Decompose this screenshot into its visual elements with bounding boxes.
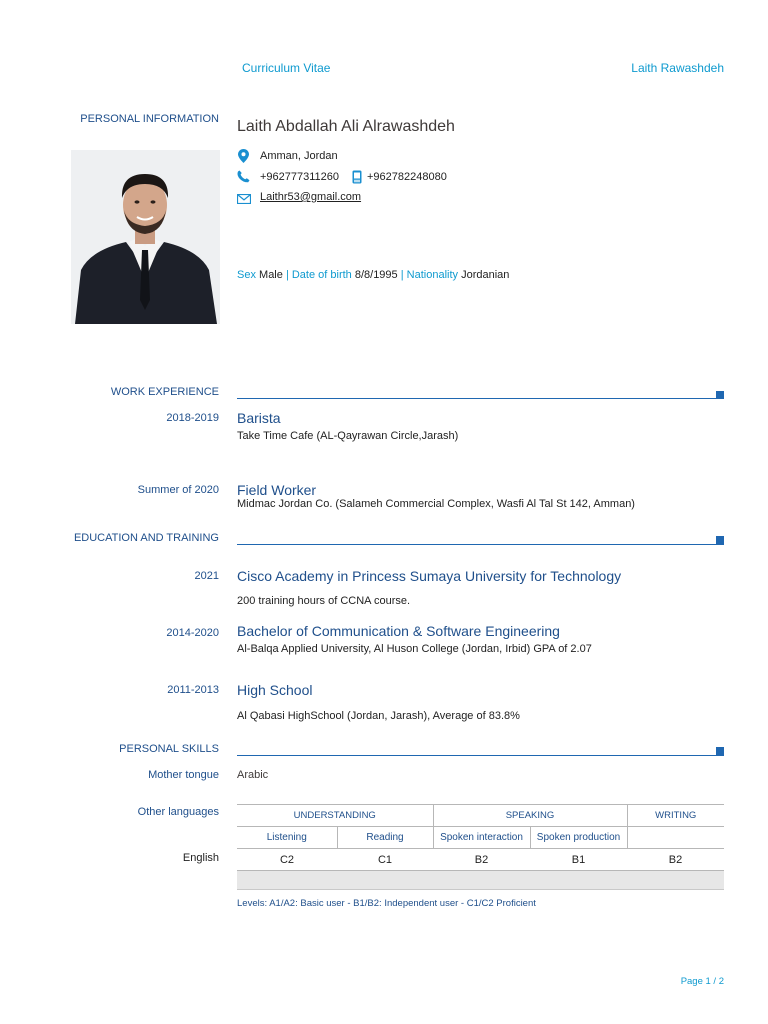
table-row [237, 849, 724, 871]
dob-value: 8/8/1995 [354, 269, 398, 281]
work-period: 2018-2019 [166, 412, 219, 424]
separator: | [400, 269, 404, 281]
address: Amman, Jordan [260, 150, 338, 162]
sex-label: Sex [237, 269, 256, 281]
work-experience-label: WORK EXPERIENCE [110, 386, 219, 398]
education-title: Cisco Academy in Princess Sumaya University for Technology [237, 568, 622, 584]
table-certificate-row [237, 871, 724, 890]
job-employer: Midmac Jordan Co. (Salameh Commercial Complex, Wasfi Al Tal St 142, Amman) [237, 498, 635, 510]
nationality-value: Jordanian [461, 269, 510, 281]
section-marker [716, 391, 724, 399]
subheader-spoken-production: Spoken production [530, 827, 627, 849]
phone-number: +962777311260 [260, 171, 340, 183]
header-writing: WRITING [627, 805, 724, 827]
education-description: 200 training hours of CCNA course. [237, 595, 411, 607]
personal-information-label: PERSONAL INFORMATION [80, 113, 219, 125]
personal-skills-label: PERSONAL SKILLS [119, 743, 219, 755]
mother-tongue-value: Arabic [237, 769, 269, 781]
section-divider [237, 398, 724, 399]
education-period: 2011-2013 [167, 684, 219, 696]
table-header-row [237, 805, 724, 827]
subheader-listening: Listening [237, 827, 337, 849]
job-title: Field Worker [237, 482, 317, 498]
section-marker [716, 536, 724, 544]
phone-icon [237, 170, 250, 183]
level-listening: C2 [237, 849, 337, 871]
table-subheader-row [237, 827, 724, 849]
level-writing: B2 [627, 849, 724, 871]
personal-details-line [237, 269, 509, 281]
person-portrait-icon [71, 150, 220, 324]
level-spoken-interaction: B2 [433, 849, 530, 871]
education-description: Al-Balqa Applied University, Al Huson College (Jordan, Irbid) GPA of 2.07 [237, 643, 592, 655]
level-reading: C1 [337, 849, 433, 871]
section-divider [237, 755, 724, 756]
header-document-type: Curriculum Vitae [242, 61, 331, 75]
education-period: 2014-2020 [166, 627, 219, 639]
education-title: Bachelor of Communication & Software Engineering [237, 623, 560, 639]
nationality-label: Nationality [406, 269, 459, 281]
job-title: Barista [237, 410, 281, 426]
header-understanding: UNDERSTANDING [237, 805, 433, 827]
header-speaking: SPEAKING [433, 805, 627, 827]
mobile-phone-icon [352, 170, 362, 184]
page-number: Page 1 / 2 [680, 976, 724, 987]
subheader-spoken-interaction: Spoken interaction [433, 827, 530, 849]
education-period: 2021 [194, 570, 219, 582]
education-title: High School [237, 682, 313, 698]
education-description: Al Qabasi HighSchool (Jordan, Jarash), Average of 83.8% [237, 710, 520, 722]
work-period: Summer of 2020 [137, 484, 219, 496]
mobile-number: +962782248080 [367, 171, 447, 183]
job-employer: Take Time Cafe (AL-Qayrawan Circle,Jarash) [237, 430, 459, 442]
header-name: Laith Rawashdeh [631, 61, 724, 75]
level-spoken-production: B1 [530, 849, 627, 871]
dob-label: Date of birth [291, 269, 352, 281]
subheader-reading: Reading [337, 827, 433, 849]
full-name: Laith Abdallah Ali Alrawashdeh [237, 118, 455, 135]
language-name: English [182, 852, 219, 864]
certificate-cell [237, 871, 724, 890]
separator: | [285, 269, 289, 281]
section-divider [237, 544, 724, 545]
levels-note: Levels: A1/A2: Basic user - B1/B2: Independent user - C1/C2 Proficient [237, 898, 536, 909]
email-icon [237, 194, 251, 204]
mother-tongue-label: Mother tongue [148, 769, 219, 781]
education-training-label: EDUCATION AND TRAINING [73, 532, 219, 544]
subheader-writing-empty [627, 827, 724, 849]
section-marker [716, 747, 724, 755]
profile-photo [71, 150, 220, 324]
sex-value: Male [259, 269, 283, 281]
email-link[interactable]: Laithr53@gmail.com [260, 191, 362, 203]
other-languages-label: Other languages [137, 806, 219, 818]
language-skills-table [237, 804, 724, 890]
location-pin-icon [238, 149, 249, 163]
